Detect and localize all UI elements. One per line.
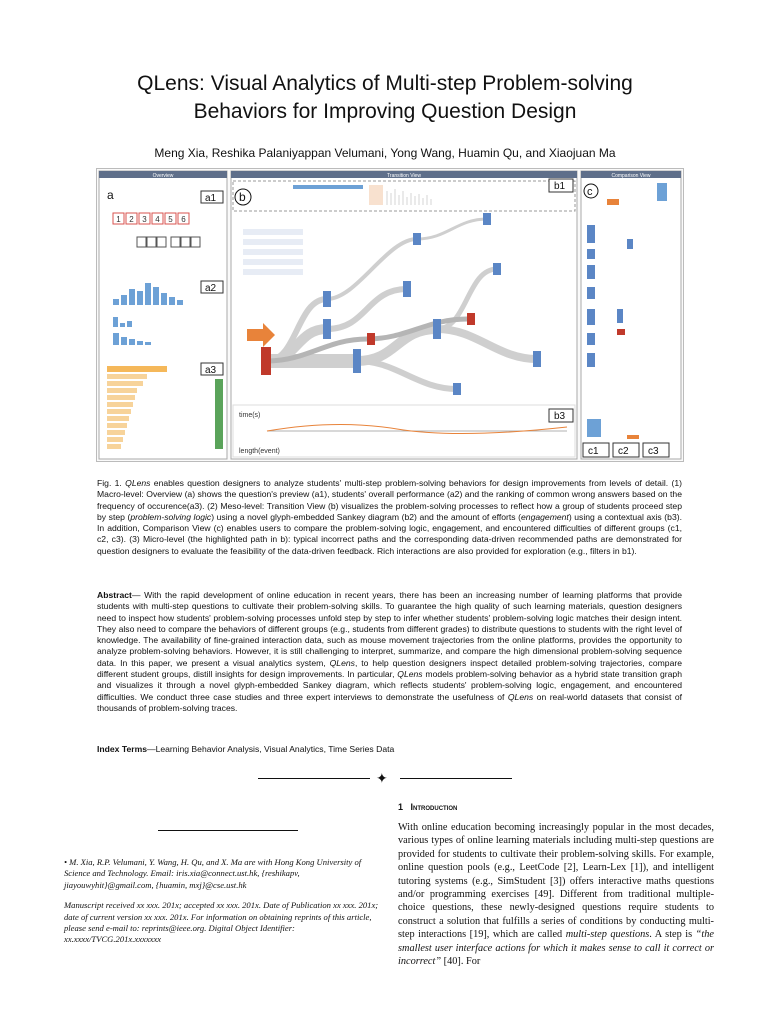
figure-caption	[97, 478, 682, 557]
section-number: 1	[398, 802, 404, 812]
title-line-1: QLens: Visual Analytics of Multi-step Problem-solving	[137, 72, 633, 95]
step-5: 5	[168, 215, 173, 224]
intro-em-1: multi-step questions	[565, 929, 650, 941]
label-b3: b3	[554, 411, 566, 422]
footnote-affiliation: • M. Xia, R.P. Velumani, Y. Wang, H. Qu, and X. Ma are with Hong Kong University of Science and Technology. Email: iris.xia@connect.ust.hk, {reshikapv, jiayouwyhit}@gmail.com, {huamin, mxj}@cse.ust.hk	[64, 857, 362, 890]
divider-star-icon: ✦	[376, 770, 388, 786]
label-c2: c2	[618, 446, 629, 457]
step-3: 3	[142, 215, 147, 224]
index-terms	[97, 744, 682, 754]
author-list: Meng Xia, Reshika Palaniyappan Velumani, Yong Wang, Huamin Qu, and Xiaojuan Ma	[154, 146, 616, 160]
intro-text-2: . A step is	[649, 929, 696, 941]
caption-prefix: Fig. 1.	[97, 478, 126, 488]
abstract-text-1: — With the rapid development of online education in recent years, there has been an increasing number of learning platforms that provide students with multi-step questions to cultivate their problem-solving skills. To guarantee the high quality of such learning materials, question designers need to inspect how students' problem-solving processes unfold step by step to infer whether students' problem-solving logic matches their design intent. They also need to compare the behaviors of different groups (e.g., students from different grades) to distribute questions to students with the right level of knowledge. The availability of fine-grained interaction data, such as mouse movement trajectories from the online platforms, provides the opportunity to analyze problem-solving behaviors. However, it is still challenging to interpret, summarize, and compare the high dimensional problem-solving sequence data. In this paper, we present a visual analytics system,	[97, 590, 682, 668]
label-a2: a2	[205, 283, 217, 294]
abstract	[97, 590, 682, 714]
title-line-2: Behaviors for Improving Question Design	[193, 100, 577, 123]
section-divider	[258, 772, 512, 784]
section-heading	[398, 802, 457, 812]
caption-text-3: ) using a contextual axis (b3). In addition, Comparison View (c) enables users to compare the problem-solving logic, engagement, and encountered difficulties of different groups (c1, c2, c3). (3) Micro-level (the highlighted path in b): typical incorrect paths and the corresponding data-driven recommended paths are demonstrated for question designers to evaluate the feasibility of the data-driven feedback. Rich interactions are also provided for exploration (e.g., filters in b1).	[97, 511, 682, 556]
label-c: c	[587, 186, 593, 198]
overview-title: Overview	[152, 173, 174, 179]
footnote-rule	[158, 830, 298, 831]
label-c1: c1	[588, 446, 599, 457]
comparison-title: Comparison View	[611, 173, 651, 179]
label-c3: c3	[648, 446, 659, 457]
filter-panel	[233, 181, 575, 211]
caption-text-2: ) using a novel glyph-embedded Sankey diagram (b2) and the amount of efforts (	[211, 511, 522, 522]
footnote-manuscript: Manuscript received xx xxx. 201x; accepted xx xxx. 201x. Date of Publication xx xxx. 201x; date of current version xx xxx. 201x. For information on obtaining reprints of this article, please send e-mail to: reprints@ieee.org. Digital Object Identifier: xx.xxxx/TVCG.201x.xxxxxxx	[64, 900, 379, 945]
paper-title	[0, 70, 770, 126]
label-a3: a3	[205, 365, 217, 376]
caption-em-engagement: engagement	[521, 511, 569, 522]
index-terms-label: Index Terms	[97, 744, 147, 754]
section-title: Introduction	[410, 802, 458, 812]
abstract-text-4: on real-world datasets that consist of thousands of problem-solving traces.	[97, 691, 683, 713]
footnote	[64, 857, 382, 955]
abstract-text-3: models problem-solving behavior as a hybrid state transition graph and visualizes it through a novel glyph-embedded Sankey diagram, which reflects students' problem-solving logic, engagement, and encountered difficulties. We conduct three case studies and three expert interviews to demonstrate the usefulness of	[97, 669, 682, 702]
teaser-figure-svg	[97, 169, 683, 461]
step-2: 2	[129, 215, 134, 224]
intro-em-2: “the smallest user interface actions for which it makes sense to call it correct or incorrect”	[398, 929, 714, 968]
label-a1: a1	[205, 193, 217, 204]
intro-text-1: With online education becoming increasingly popular in the most decades, various types of online learning materials including multi-step questions are provided for students to cultivate their problem-solving skills. For example, online question pools (e.g., LeetCode [2], Learn-Lex [1]), and intelligent tutoring systems (e.g., SimStudent [3]) offers interactive maths questions and/or programming exercises [49]. Different from traditional multiple-choice questions, these newly-designed questions require students to construct a solution that fulfills a series of conditions by conducting multi-step interactions [19], which are called	[398, 822, 714, 941]
abstract-qlens-3: QLens	[507, 691, 534, 702]
label-b: b	[239, 190, 246, 204]
label-b1: b1	[554, 181, 566, 192]
axis-length-label: length(event)	[239, 448, 280, 455]
caption-qlens: QLens	[125, 478, 151, 488]
teaser-figure	[96, 168, 684, 462]
abstract-text-2: , to help question designers inspect detailed problem-solving trajectories, compare different student groups, distill insights for design improvements. In particular,	[97, 657, 682, 680]
axis-time-label: time(s)	[239, 412, 261, 419]
abstract-label: Abstract	[97, 590, 132, 600]
step-4: 4	[155, 215, 160, 224]
intro-text-3: [40]. For	[441, 956, 481, 968]
step-6: 6	[181, 215, 186, 224]
transition-title: Transition View	[387, 173, 421, 179]
caption-em-logic: problem-solving logic	[130, 511, 212, 522]
label-a: a	[107, 188, 114, 202]
caption-text-1: enables question designers to analyze students' multi-step problem-solving behaviors for design improvements from levels of detail. (1) Macro-level: Overview (a) shows the question's preview (a1), students' overall performance (a2) and the ranking of common wrong answers based on the frequency of occurence(a3). (2) Meso-level: Transition View (b) visualizes the problem-solving processes to reflect how a group of students proceed step by step (	[97, 478, 682, 522]
divider-line-left	[258, 778, 370, 779]
abstract-qlens-1: QLens	[329, 657, 355, 668]
comparison-panel	[581, 171, 681, 459]
abstract-qlens-2: QLens	[397, 669, 423, 680]
intro-text	[398, 821, 714, 968]
step-1: 1	[116, 215, 121, 224]
index-terms-text: —Learning Behavior Analysis, Visual Analytics, Time Series Data	[147, 744, 395, 754]
divider-line-right	[400, 778, 512, 779]
